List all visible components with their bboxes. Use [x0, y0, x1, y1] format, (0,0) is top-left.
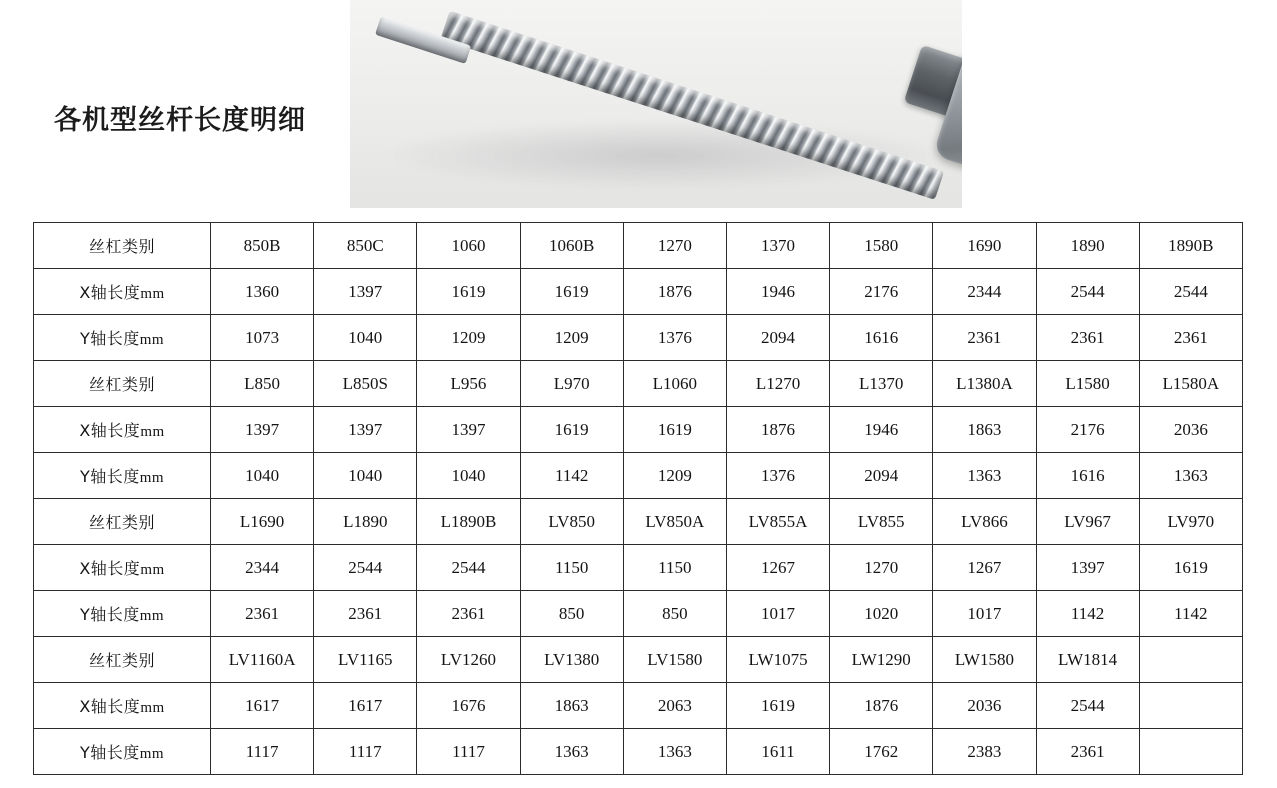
row-label-x-length: [34, 269, 211, 315]
cell: 1611: [726, 729, 829, 775]
cell: LV855: [830, 499, 933, 545]
cell: 1073: [211, 315, 314, 361]
row-label-text: X轴长度: [79, 283, 141, 302]
cell: 2361: [1036, 729, 1139, 775]
cell: 1876: [726, 407, 829, 453]
row-label-text: X轴长度: [79, 559, 141, 578]
cell: 2544: [1036, 269, 1139, 315]
cell: 1020: [830, 591, 933, 637]
cell: 2361: [211, 591, 314, 637]
cell: 1040: [211, 453, 314, 499]
cell: 1209: [417, 315, 520, 361]
cell: 1876: [623, 269, 726, 315]
cell: 1117: [417, 729, 520, 775]
table-row: [34, 729, 1243, 775]
cell: 1150: [520, 545, 623, 591]
cell: 1370: [726, 223, 829, 269]
cell: L1690: [211, 499, 314, 545]
cell: 1619: [1139, 545, 1242, 591]
screw-length-table: [33, 222, 1243, 775]
cell: L850: [211, 361, 314, 407]
cell: 1890B: [1139, 223, 1242, 269]
cell: 2036: [933, 683, 1036, 729]
cell: 1209: [623, 453, 726, 499]
cell: 1619: [417, 269, 520, 315]
cell: 1142: [1139, 591, 1242, 637]
cell: 850: [520, 591, 623, 637]
table-row: [34, 499, 1243, 545]
row-label-x-length: [34, 683, 211, 729]
cell: LV1380: [520, 637, 623, 683]
cell: 1040: [314, 315, 417, 361]
table-row: [34, 269, 1243, 315]
row-label-text: Y轴长度: [79, 329, 140, 348]
table-row: [34, 545, 1243, 591]
cell: 2361: [417, 591, 520, 637]
cell: L850S: [314, 361, 417, 407]
cell: LW1290: [830, 637, 933, 683]
cell: 1360: [211, 269, 314, 315]
cell: 1363: [1139, 453, 1242, 499]
cell: 1040: [314, 453, 417, 499]
cell: 1619: [520, 269, 623, 315]
cell: 1690: [933, 223, 1036, 269]
cell: 1270: [830, 545, 933, 591]
table-row: [34, 637, 1243, 683]
cell: 1060: [417, 223, 520, 269]
cell: L1580A: [1139, 361, 1242, 407]
cell: 1616: [830, 315, 933, 361]
cell: 2063: [623, 683, 726, 729]
cell: LV1160A: [211, 637, 314, 683]
cell: LW1580: [933, 637, 1036, 683]
cell: 1363: [933, 453, 1036, 499]
cell: L1380A: [933, 361, 1036, 407]
table-row: [34, 683, 1243, 729]
cell: L1890: [314, 499, 417, 545]
cell: 1619: [726, 683, 829, 729]
cell: LV967: [1036, 499, 1139, 545]
cell: 1397: [417, 407, 520, 453]
spec-table-wrap: [33, 222, 1243, 775]
cell: 2094: [830, 453, 933, 499]
row-label-y-length: [34, 729, 211, 775]
cell: 2094: [726, 315, 829, 361]
row-label-category: [34, 637, 211, 683]
cell: LV850: [520, 499, 623, 545]
cell: 1142: [1036, 591, 1139, 637]
row-label-unit: mm: [139, 470, 165, 486]
cell: 2361: [314, 591, 417, 637]
row-label-unit: mm: [139, 746, 165, 762]
cell: LW1814: [1036, 637, 1139, 683]
cell: L1060: [623, 361, 726, 407]
row-label-y-length: [34, 453, 211, 499]
cell: LV850A: [623, 499, 726, 545]
page-header: [0, 0, 1277, 212]
cell: 1863: [520, 683, 623, 729]
cell: 1762: [830, 729, 933, 775]
cell: 1117: [314, 729, 417, 775]
cell: 2361: [1139, 315, 1242, 361]
cell: 2036: [1139, 407, 1242, 453]
cell: 850C: [314, 223, 417, 269]
table-row: [34, 453, 1243, 499]
cell: 1270: [623, 223, 726, 269]
cell: 1676: [417, 683, 520, 729]
row-label-category: [34, 361, 211, 407]
cell: 1580: [830, 223, 933, 269]
cell: 1376: [726, 453, 829, 499]
cell: 1946: [726, 269, 829, 315]
cell: 1209: [520, 315, 623, 361]
cell: 1017: [933, 591, 1036, 637]
row-label-text: 丝杠类别: [88, 237, 155, 256]
row-label-x-length: [34, 545, 211, 591]
cell: L1370: [830, 361, 933, 407]
cell: 850: [623, 591, 726, 637]
cell: LV1580: [623, 637, 726, 683]
row-label-category: [34, 223, 211, 269]
row-label-y-length: [34, 591, 211, 637]
cell: L970: [520, 361, 623, 407]
cell: 2176: [1036, 407, 1139, 453]
cell: 1863: [933, 407, 1036, 453]
row-label-unit: mm: [140, 424, 165, 440]
cell: 2544: [314, 545, 417, 591]
cell: LW1075: [726, 637, 829, 683]
cell-empty: [1139, 683, 1242, 729]
cell: 1267: [726, 545, 829, 591]
cell: 2383: [933, 729, 1036, 775]
cell: LV866: [933, 499, 1036, 545]
table-row: [34, 591, 1243, 637]
row-label-unit: mm: [139, 608, 165, 624]
cell: 1376: [623, 315, 726, 361]
cell: 1060B: [520, 223, 623, 269]
cell: 2544: [1036, 683, 1139, 729]
cell: 1363: [623, 729, 726, 775]
cell: 1397: [1036, 545, 1139, 591]
cell: 2544: [417, 545, 520, 591]
cell: L1890B: [417, 499, 520, 545]
row-label-unit: mm: [140, 562, 165, 578]
row-label-text: X轴长度: [79, 697, 141, 716]
cell: 1616: [1036, 453, 1139, 499]
cell: LV1260: [417, 637, 520, 683]
row-label-unit: mm: [139, 332, 165, 348]
cell: LV970: [1139, 499, 1242, 545]
cell: 1142: [520, 453, 623, 499]
cell: 1040: [417, 453, 520, 499]
cell: 1890: [1036, 223, 1139, 269]
cell: 2176: [830, 269, 933, 315]
row-label-category: [34, 499, 211, 545]
row-label-y-length: [34, 315, 211, 361]
table-row: [34, 223, 1243, 269]
cell: 1397: [314, 269, 417, 315]
cell: 2344: [933, 269, 1036, 315]
row-label-unit: mm: [140, 286, 165, 302]
row-label-text: 丝杠类别: [88, 375, 155, 394]
cell: LV1165: [314, 637, 417, 683]
table-row: [34, 407, 1243, 453]
cell: L956: [417, 361, 520, 407]
cell: 1617: [211, 683, 314, 729]
cell: 1397: [314, 407, 417, 453]
cell: 1946: [830, 407, 933, 453]
ball-screw-photo: [350, 0, 962, 208]
table-row: [34, 361, 1243, 407]
cell: 1619: [623, 407, 726, 453]
page-title: 各机型丝杆长度明细: [54, 105, 306, 136]
cell: 2361: [1036, 315, 1139, 361]
row-label-text: X轴长度: [79, 421, 141, 440]
cell: 850B: [211, 223, 314, 269]
cell: 1876: [830, 683, 933, 729]
cell: LV855A: [726, 499, 829, 545]
cell: 1017: [726, 591, 829, 637]
cell: L1580: [1036, 361, 1139, 407]
cell-empty: [1139, 729, 1242, 775]
row-label-text: Y轴长度: [79, 743, 140, 762]
cell: 1619: [520, 407, 623, 453]
cell: 1117: [211, 729, 314, 775]
cell: 1397: [211, 407, 314, 453]
row-label-text: Y轴长度: [79, 605, 140, 624]
row-label-text: 丝杠类别: [88, 651, 155, 670]
cell: 2361: [933, 315, 1036, 361]
cell: 1150: [623, 545, 726, 591]
cell: 1267: [933, 545, 1036, 591]
cell: 1363: [520, 729, 623, 775]
cell: 2344: [211, 545, 314, 591]
table-body: [34, 223, 1243, 775]
cell: 1617: [314, 683, 417, 729]
cell: L1270: [726, 361, 829, 407]
table-row: [34, 315, 1243, 361]
row-label-x-length: [34, 407, 211, 453]
row-label-text: Y轴长度: [79, 467, 140, 486]
cell: 2544: [1139, 269, 1242, 315]
cell-empty: [1139, 637, 1242, 683]
row-label-unit: mm: [140, 700, 165, 716]
row-label-text: 丝杠类别: [88, 513, 155, 532]
